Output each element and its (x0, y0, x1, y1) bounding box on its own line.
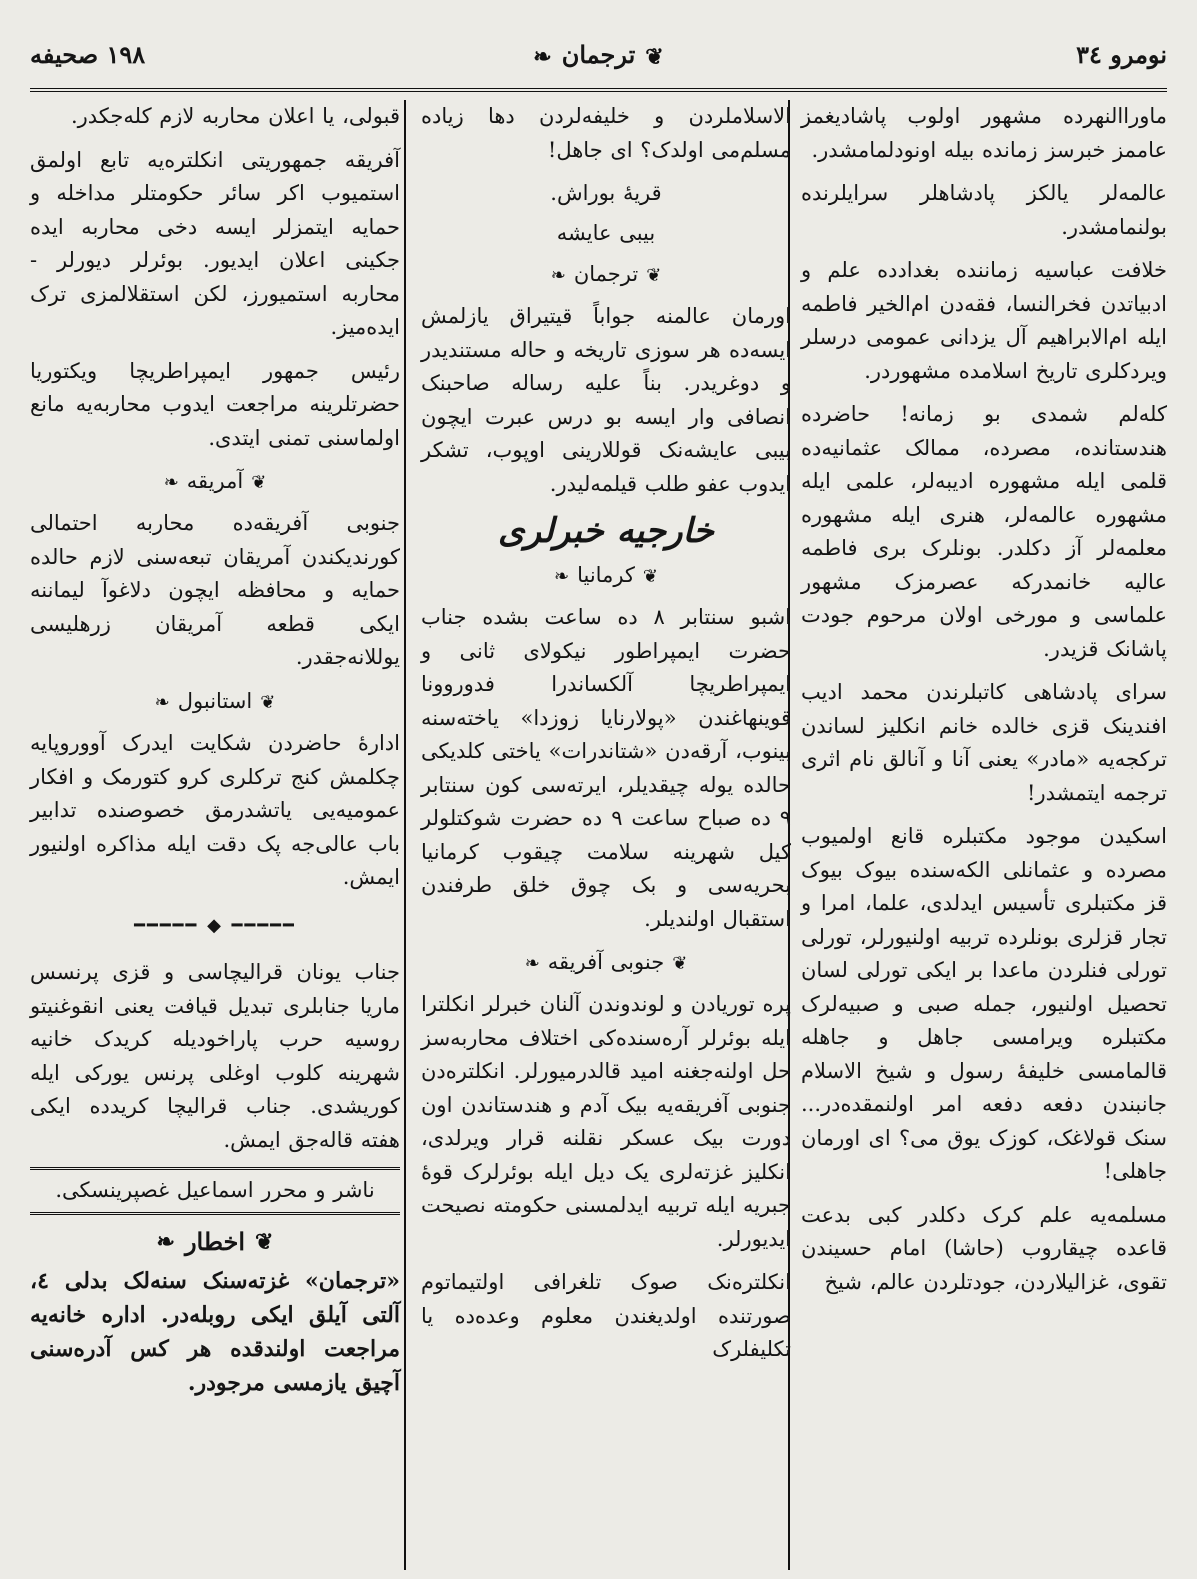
header-rule (30, 88, 1167, 92)
masthead (30, 40, 1167, 70)
right-column (801, 100, 1167, 1570)
paragraph: عالمه‌لر یالکز پادشاهلر سرایلرنده بولنمامشدر. (801, 181, 1167, 239)
ornament-icon: ❧ (533, 43, 552, 70)
ornament-icon: ❦ (642, 565, 658, 587)
column-divider (404, 100, 406, 1570)
notice-text: «ترجمان» غزته‌سنک سنه‌لک بدلی ٤، آلتی آیلق ایکی روبله‌در. اداره خانه‌یه مراجعت اولندقده هر کس آدره‌سنی آچیق یازمسی مرجودر. (30, 1267, 400, 1396)
section-heading-istanbul (30, 685, 400, 719)
paragraph: پره توریادن و لوندوندن آلنان خبرلر انکلترا ایله بوئرلر آره‌سنده‌کی اختلاف محاربه‌سز حل اولنه‌جغنه امید قالدرمیورلر. انکلتره‌دن جنوبی آفریقه‌یه بیک آدم و هندستاندن اون دورت بیک عسکر نقلنه قرار ویرلدی، انکلیز غزته‌لری یک دیل ایله بوئرلرک قوهٔ جبریه ایله تربیه ایدلمسنی حکومته نصیحت ایدیورلر. (421, 992, 791, 1251)
issue-number: نومرو ٣٤ (1076, 40, 1167, 69)
left-column (30, 100, 400, 1570)
ornament-icon: ❧ (156, 1229, 175, 1256)
section-heading-america (30, 465, 400, 499)
notice-heading-label: اخطار (184, 1226, 246, 1256)
section-heading-label: ترجمان (573, 262, 639, 286)
paragraph: اورمان عالمنه جواباً قیتیراق یازلمش ایسه‌ده هر سوزی تاریخه و حاله مستندیدر و دوغریدر. بناً علیه رساله صاحبنک انصافی وار ایسه بو درس عبرت ایچون بیبی عایشه‌نک قوللارینی اوپوب، تشکر ایدوب عفو طلب قیلمه‌لیدر. (421, 304, 791, 496)
ornament-icon: ❦ (645, 43, 664, 70)
divider-ornament: ━━━━━ ◆ ━━━━━ (134, 914, 296, 936)
footer-box (30, 1167, 400, 1400)
paragraph: ماوراالنهرده مشهور اولوب پاشادیغمز عاممز خبرسز زمانده بیله اونودلمامشدر. (801, 104, 1167, 162)
page-number: ١٩٨ صحيفه (30, 40, 146, 69)
middle-column (421, 100, 791, 1570)
ornament-icon: ❦ (251, 471, 267, 493)
paragraph: اشبو سنتابر ٨ ده ساعت بشده جناب حضرت ایمپراطور نیکولای ثانی و ایمپراطریچا آلکساندرا فدوروونا قوینهاغندن «پولارنایا زوزدا» یاخته‌سنه بینوب، آرقه‌دن «شتاندرات» یاختی کلدیکی حالده یوله چیقدیلر، ایرته‌سی کون سنتابر ٩ ده صباح ساعت ٩ ده حضرت شوکتلولر کیل شهرینه سلامت چیقوب کرمانیا بحریه‌سی و بک چوق خلق طرفندن استقبال اولندیلر. (421, 605, 791, 931)
ornament-icon: ❧ (154, 691, 170, 713)
paragraph: کله‌لم شمدی بو زمانه! حاضرده هندستانده، مصرده، ممالک عثمانیه‌ده قلمی ایله مشهوره ادیبه‌لر، علمی ایله مشهوره عالمه‌لر، هنری ایله مشهوره معلمه‌لر آز دکلدر. بونلرک بری فاطمه عالیه خانمدرکه عصرمزک مشهور علماسی و مورخی اولان مرحوم جودت پاشانک قزیدر. (801, 402, 1167, 661)
paragraph: جنوبی آفریقه‌ده محاربه احتمالی کورندیکندن آمریقان تبعه‌سنی لازم حالده حمایه و محافظه ایچون دلاغوآ لیماننه ایکی قطعه آمریقان زرهلیسی یوللانه‌جقدر. (30, 511, 400, 670)
notice-heading (30, 1225, 400, 1260)
paragraph: قبولی، یا اعلان محاربه لازم کله‌جکدر. (70, 104, 400, 128)
paragraph: خلافت عباسیه زماننده بغدادده علم و ادبیاتدن فخرالنسا، فقه‌دن ام‌الخیر فاطمه ایله ام‌الابراهیم آل یزدانی عمومی درسلر ویردکلری تاریخ اسلامده مشهوردر. (801, 258, 1167, 383)
section-heading-label: استانبول (177, 688, 253, 713)
ornament-icon: ❦ (672, 952, 688, 974)
section-heading-south-africa (421, 946, 791, 980)
publisher-line: ناشر و محرر اسماعیل غصپرینسکی. (30, 1167, 400, 1215)
paragraph: اسکیدن موجود مکتبلره قانع اولمیوب مصرده و عثمانلی الکه‌سنده بیوک بیوک قز مکتبلری تأسیس ایدلدی، علما، امرا و تجار قزلری بونلرده تربیه اولنیورلر، تورلی تورلی فنلردن ماعدا بر ایکی تورلی لسان تحصیل اولنیور، جمله صبی و صبیه‌لرک مکتبلره ویرامسی جاهل و جاهله قالمامسی خلیفهٔ رسول و شیخ الاسلام جانبندن دفعه دفعه امر اولنمقده‌در... سنک قولاغک، کوزک یوق می؟ ای اورمان جاهلی! (801, 824, 1167, 1183)
ornament-icon: ❧ (554, 565, 570, 587)
ornament-icon: ❧ (550, 264, 566, 286)
paragraph: سرای پادشاهی کاتبلرندن محمد ادیب افندینک قزی خالده خانم انکلیز لساندن ترکجه‌یه «مادر» یعنی آنا و آنالق نام اثری ترجمه ایتمشدر! (801, 680, 1167, 805)
paragraph: آفریقه جمهوریتی انکلتره‌یه تابع اولمق استمیوب اکر سائر حکومتلر مداخله و حمایه ایتمزلر ایسه دخی محاربه ایده جکینی اعلان ایدیور. بوئرلر دیورلر - محاربه استمیورز، لکن استقلالمزی ترک ایده‌میز. (30, 147, 400, 339)
signature-place: قریهٔ بوراش. (550, 181, 662, 205)
page-header (30, 36, 1167, 86)
paragraph: الاسلاملردن و خلیفه‌لردن دها زیاده مسلم‌می اولدک؟ ای جاهل! (421, 104, 791, 162)
paragraph: انکلتره‌نک صوک تلغرافی اولتیماتوم صورتنده اولدیغندن معلوم وعده‌ده یا تکلیفلرک (421, 1270, 791, 1362)
ornament-icon: ❦ (255, 1229, 274, 1256)
masthead-title: ترجمان (561, 40, 636, 69)
paragraph: ادارهٔ حاضردن شکایت ایدرک آووروپایه چکلمش کنج ترکلری کرو کتورمک و افکار عمومیه‌یی یاتشدرمق خصوصنده تدابیر باب عالی‌جه پک دقت ایله مذاکره اولنیور ایمش. (30, 731, 400, 889)
ornament-icon: ❦ (260, 691, 276, 713)
section-heading-tarjuman (421, 258, 791, 292)
foreign-news-title: خارجیه خبرلری (498, 511, 714, 552)
paragraph: مسلمه‌یه علم کرک دکلدر کبی بدعت قاعده چیقاروب (حاشا) امام حسیندن تقوی، غزالیلاردن، جودتلردن عالم، شیخ (801, 1202, 1167, 1294)
paragraph: جناب یونان قرالیچاسی و قزی پرنسس ماریا جنابلری تبدیل قیافت یعنی انقوغنیتو روسیه حرب پاراخودیله کریدک خانیه شهرینه کلوب اوغلی پرنس یورکی ایله کوریشدی. جناب قرالیچا کریدده ایکی هفته قاله‌جق ایمش. (30, 960, 400, 1152)
ornament-icon: ❧ (163, 471, 179, 493)
section-heading-label: آمریقه (186, 469, 244, 493)
signature-name: بیبی عایشه (556, 220, 656, 245)
section-heading-label: جنوبی آفریقه (547, 950, 665, 974)
section-heading-label: کرمانیا (577, 562, 635, 587)
ornament-icon: ❦ (646, 264, 662, 286)
section-heading-germany (421, 559, 791, 593)
ornament-icon: ❧ (524, 952, 540, 974)
paragraph: رئیس جمهور ایمپراطریچا ویکتوریا حضرتلرینه مراجعت ایدوب محاربه‌یه مانع اولماسنی تمنی ایتدی. (30, 358, 400, 450)
